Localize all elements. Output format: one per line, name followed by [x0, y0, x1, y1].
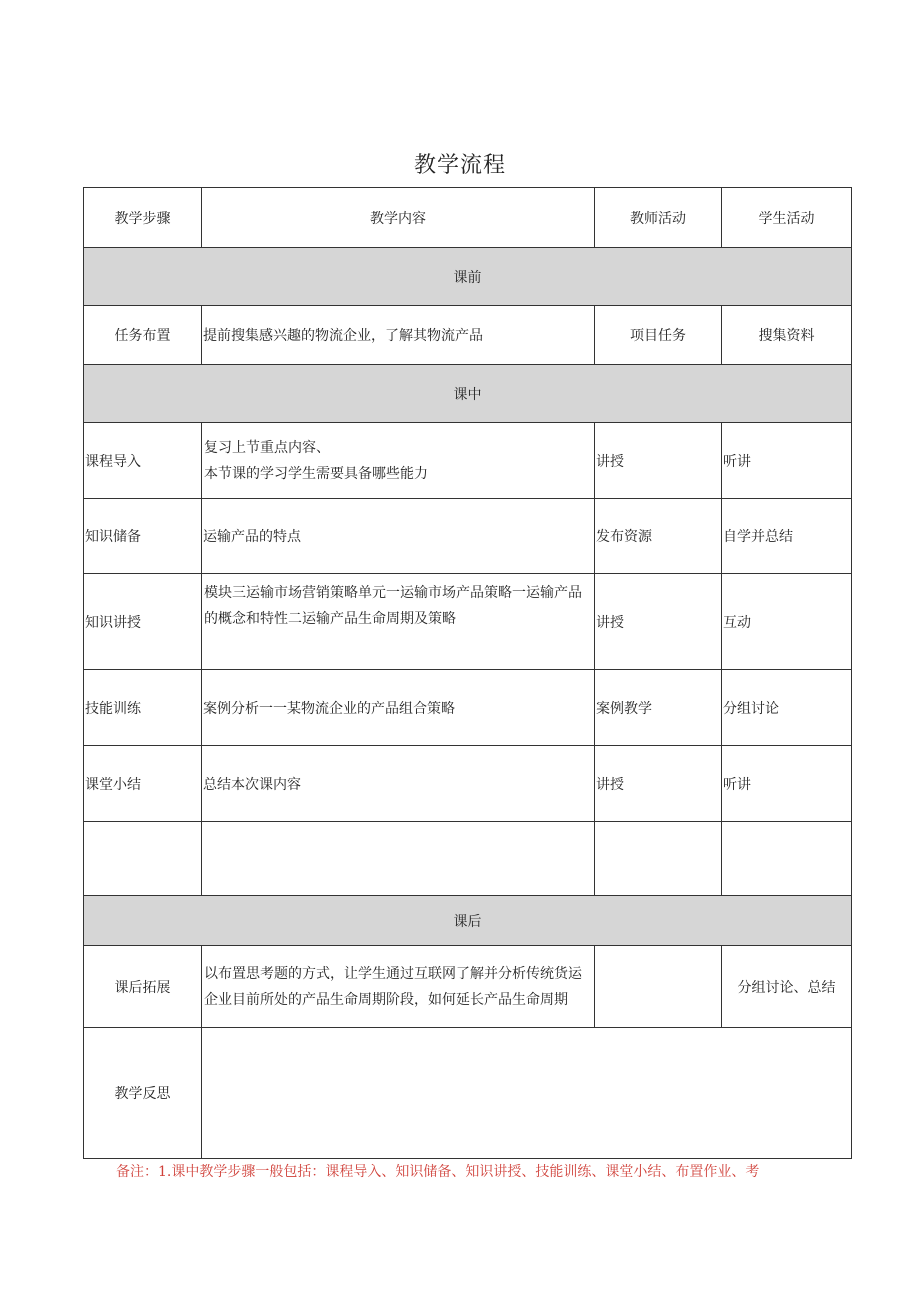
row-step: 任务布置 [84, 306, 202, 365]
section-after: 课后 [84, 896, 852, 946]
row-step: 知识讲授 [84, 574, 202, 670]
header-teacher: 教师活动 [595, 188, 722, 248]
table-row [84, 306, 852, 365]
row-content: 总结本次课内容 [202, 746, 595, 822]
row-teacher: 讲授 [595, 423, 722, 499]
empty-cell [722, 822, 852, 896]
row-step: 教学反思 [84, 1028, 202, 1159]
row-content: 以布置思考题的方式，让学生通过互联网了解并分析传统货运企业目前所处的产品生命周期阶段，如何延长产品生命周期 [202, 946, 595, 1028]
row-content-line: 本节课的学习学生需要具备哪些能力 [204, 465, 428, 482]
row-step: 课堂小结 [84, 746, 202, 822]
table-row [84, 1028, 852, 1159]
table-row [84, 670, 852, 746]
row-step: 知识储备 [84, 499, 202, 574]
row-content [202, 423, 595, 499]
table-row [84, 574, 852, 670]
row-student: 分组讨论 [722, 670, 852, 746]
row-step: 技能训练 [84, 670, 202, 746]
row-student: 听讲 [722, 423, 852, 499]
empty-cell [595, 822, 722, 896]
row-content: 运输产品的特点 [202, 499, 595, 574]
section-row-before [84, 248, 852, 306]
row-teacher: 讲授 [595, 574, 722, 670]
empty-cell [84, 822, 202, 896]
row-student: 听讲 [722, 746, 852, 822]
row-student: 自学并总结 [722, 499, 852, 574]
footnote: 备注：1.课中教学步骤一般包括：课程导入、知识储备、知识讲授、技能训练、课堂小结、布置作业、考 [116, 1164, 760, 1180]
row-teacher: 案例教学 [595, 670, 722, 746]
section-row-during [84, 365, 852, 423]
table-row [84, 746, 852, 822]
row-student: 分组讨论、总结 [722, 946, 852, 1028]
header-student: 学生活动 [722, 188, 852, 248]
row-content: 模块三运输市场营销策略单元一运输市场产品策略一运输产品的概念和特性二运输产品生命周期及策略 [202, 574, 595, 670]
row-content-line: 复习上节重点内容、 [204, 439, 330, 456]
row-teacher: 项目任务 [595, 306, 722, 365]
row-teacher [595, 946, 722, 1028]
row-teacher: 发布资源 [595, 499, 722, 574]
header-steps: 教学步骤 [84, 188, 202, 248]
table-row [84, 946, 852, 1028]
table-row [84, 423, 852, 499]
row-teacher: 讲授 [595, 746, 722, 822]
page-title: 教学流程 [413, 153, 506, 178]
row-step: 课后拓展 [84, 946, 202, 1028]
row-student: 互动 [722, 574, 852, 670]
row-student: 搜集资料 [722, 306, 852, 365]
section-during: 课中 [84, 365, 852, 423]
row-content: 案例分析一一某物流企业的产品组合策略 [202, 670, 595, 746]
row-content: 提前搜集感兴趣的物流企业，了解其物流产品 [202, 306, 595, 365]
reflection-content [202, 1028, 852, 1159]
teaching-flow-table [83, 187, 852, 1159]
header-content: 教学内容 [202, 188, 595, 248]
table-row [84, 499, 852, 574]
header-row [84, 188, 852, 248]
table-row-empty [84, 822, 852, 896]
section-before: 课前 [84, 248, 852, 306]
section-row-after [84, 896, 852, 946]
row-step: 课程导入 [84, 423, 202, 499]
empty-cell [202, 822, 595, 896]
